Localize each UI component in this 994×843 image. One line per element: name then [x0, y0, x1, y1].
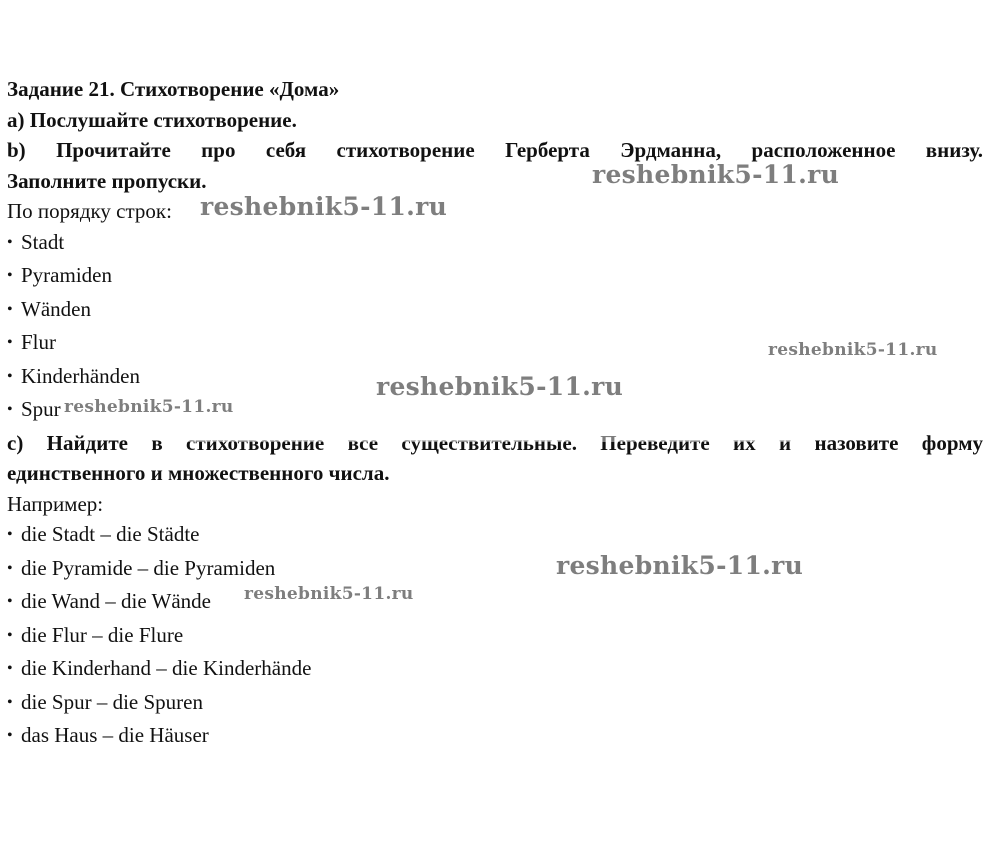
example-list — [7, 519, 983, 754]
watermark-fade — [165, 412, 815, 442]
list-item-text: Flur — [21, 330, 57, 354]
list-item — [7, 227, 983, 261]
bullet-icon: • — [7, 334, 13, 351]
watermark: reshebnik5-11.ru — [592, 160, 840, 189]
part-a-instruction: а) Послушайте стихотворение. — [7, 107, 297, 132]
bullet-icon: • — [7, 367, 13, 385]
watermark: reshebnik5-11.ru — [768, 340, 938, 360]
list-item-text: Pyramiden — [21, 263, 112, 287]
bullet-icon: • — [7, 660, 13, 677]
list-item — [7, 260, 983, 294]
list-item-text: das Haus – die Häuser — [21, 723, 209, 747]
watermark: reshebnik5-11.ru — [200, 192, 448, 221]
part-b-instruction-line2: Заполните пропуски. — [7, 168, 207, 193]
list-item — [7, 687, 983, 721]
list-item — [7, 294, 983, 328]
part-b-instruction-line1: b) Прочитайте про себя стихотворение Герберта Эрдманна, расположенное внизу. — [7, 138, 983, 162]
list-item — [7, 720, 983, 754]
list-item-text: Stadt — [21, 229, 65, 254]
watermark: reshebnik5-11.ru — [244, 584, 414, 604]
list-item-text: die Wand – die Wände — [21, 589, 211, 613]
watermark: reshebnik5-11.ru — [556, 551, 804, 580]
bullet-icon: • — [7, 693, 13, 711]
list-item — [7, 553, 983, 587]
list-item — [7, 620, 983, 654]
list-item-text: die Stadt – die Städte — [21, 522, 200, 546]
task-title: Задание 21. Стихотворение «Дома» — [7, 77, 340, 101]
bullet-icon: • — [7, 727, 13, 744]
list-item-text: die Spur – die Spuren — [21, 689, 203, 714]
list-item-text: die Kinderhand – die Kinderhände — [21, 656, 312, 680]
watermark: reshebnik5-11.ru — [376, 372, 624, 401]
example-label: Например: — [7, 491, 104, 516]
list-item — [7, 653, 983, 687]
order-label: По порядку строк: — [7, 199, 172, 223]
bullet-icon: • — [7, 233, 13, 251]
list-item-text: Wänden — [21, 296, 91, 321]
bullet-icon: • — [7, 559, 13, 577]
part-c-instruction-line2: единственного и множественного числа. — [7, 461, 390, 485]
bullet-icon: • — [7, 300, 13, 318]
list-item — [7, 519, 983, 553]
watermark: reshebnik5-11.ru — [64, 397, 234, 417]
bullet-icon: • — [7, 401, 13, 418]
bullet-icon: • — [7, 626, 13, 644]
list-item-text: die Pyramide – die Pyramiden — [21, 555, 276, 580]
bullet-icon: • — [7, 267, 13, 284]
bullet-icon: • — [7, 526, 13, 543]
list-item-text: Spur — [21, 397, 61, 421]
part-c-instruction-line1: c) Найдите в стихотворение все существительные. Переведите их и назовите форму — [7, 430, 983, 455]
list-item-text: Kinderhänden — [21, 363, 140, 388]
bullet-icon: • — [7, 593, 13, 610]
list-item — [7, 586, 983, 620]
list-item-text: die Flur – die Flure — [21, 622, 184, 647]
